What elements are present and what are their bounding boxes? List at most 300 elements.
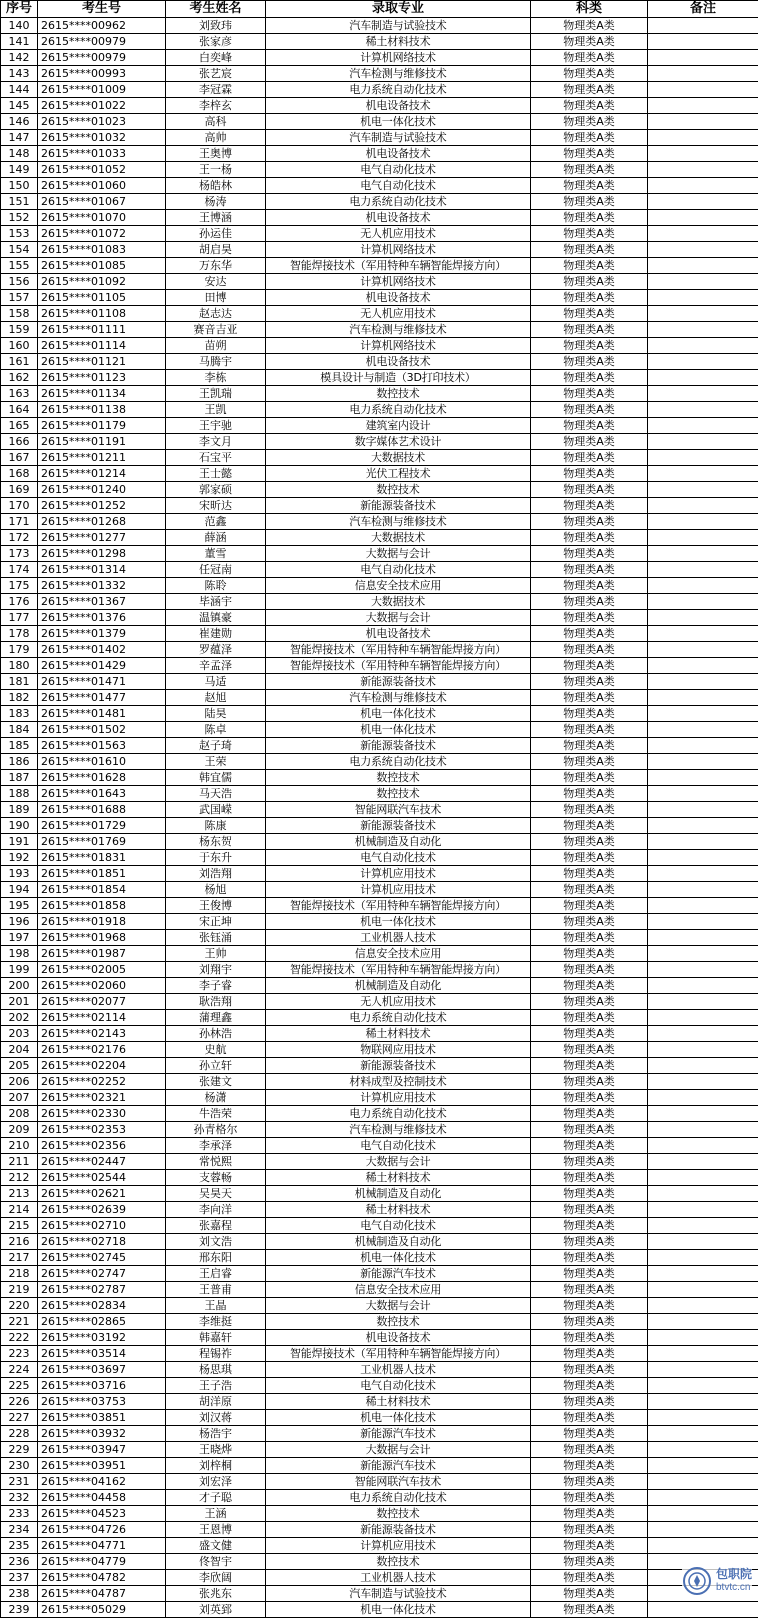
cell-candidate-id: 2615****02252 — [38, 1074, 166, 1090]
cell-candidate-name: 马适 — [166, 674, 266, 690]
watermark-name: 包职院 — [716, 1568, 752, 1581]
cell-major: 稀土材料技术 — [266, 1026, 531, 1042]
cell-major: 机电设备技术 — [266, 98, 531, 114]
cell-major: 机械制造及自动化 — [266, 978, 531, 994]
cell-candidate-id: 2615****01022 — [38, 98, 166, 114]
table-row — [1, 1186, 758, 1202]
cell-candidate-name: 高帅 — [166, 130, 266, 146]
cell-note — [648, 1474, 758, 1490]
cell-category: 物理类A类 — [531, 274, 648, 290]
table-row — [1, 114, 758, 130]
cell-major: 大数据与会计 — [266, 1442, 531, 1458]
cell-category: 物理类A类 — [531, 482, 648, 498]
cell-major: 稀土材料技术 — [266, 1170, 531, 1186]
table-row — [1, 754, 758, 770]
cell-candidate-name: 佟智宇 — [166, 1554, 266, 1570]
table-row — [1, 802, 758, 818]
cell-candidate-name: 支蓉畅 — [166, 1170, 266, 1186]
cell-candidate-name: 吴昊天 — [166, 1186, 266, 1202]
cell-seq: 218 — [1, 1266, 38, 1282]
cell-candidate-id: 2615****04458 — [38, 1490, 166, 1506]
cell-major: 数控技术 — [266, 786, 531, 802]
cell-candidate-id: 2615****01023 — [38, 114, 166, 130]
cell-seq: 165 — [1, 418, 38, 434]
table-row — [1, 1586, 758, 1602]
cell-major: 汽车检测与维修技术 — [266, 322, 531, 338]
cell-major: 工业机器人技术 — [266, 1570, 531, 1586]
cell-candidate-name: 王晓烨 — [166, 1442, 266, 1458]
cell-seq: 225 — [1, 1378, 38, 1394]
table-row — [1, 738, 758, 754]
cell-candidate-id: 2615****02787 — [38, 1282, 166, 1298]
cell-candidate-name: 宋正坤 — [166, 914, 266, 930]
cell-category: 物理类A类 — [531, 402, 648, 418]
cell-note — [648, 882, 758, 898]
cell-note — [648, 1410, 758, 1426]
cell-category: 物理类A类 — [531, 722, 648, 738]
cell-candidate-name: 陆昊 — [166, 706, 266, 722]
cell-major: 数字媒体艺术设计 — [266, 434, 531, 450]
cell-candidate-id: 2615****01108 — [38, 306, 166, 322]
cell-candidate-name: 辛孟泽 — [166, 658, 266, 674]
cell-candidate-id: 2615****01252 — [38, 498, 166, 514]
cell-note — [648, 1138, 758, 1154]
cell-major: 智能焊接技术（军用特种车辆智能焊接方向） — [266, 258, 531, 274]
cell-candidate-id: 2615****02321 — [38, 1090, 166, 1106]
cell-note — [648, 1426, 758, 1442]
cell-major: 机电设备技术 — [266, 1330, 531, 1346]
cell-category: 物理类A类 — [531, 66, 648, 82]
cell-major: 智能网联汽车技术 — [266, 802, 531, 818]
cell-candidate-id: 2615****01402 — [38, 642, 166, 658]
cell-note — [648, 578, 758, 594]
cell-seq: 170 — [1, 498, 38, 514]
cell-candidate-name: 王一杨 — [166, 162, 266, 178]
cell-category: 物理类A类 — [531, 594, 648, 610]
cell-note — [648, 1538, 758, 1554]
cell-note — [648, 498, 758, 514]
table-row — [1, 786, 758, 802]
cell-seq: 140 — [1, 18, 38, 34]
cell-category: 物理类A类 — [531, 706, 648, 722]
cell-candidate-name: 田博 — [166, 290, 266, 306]
cell-major: 稀土材料技术 — [266, 1394, 531, 1410]
cell-major: 工业机器人技术 — [266, 1362, 531, 1378]
cell-seq: 213 — [1, 1186, 38, 1202]
cell-category: 物理类A类 — [531, 738, 648, 754]
cell-note — [648, 706, 758, 722]
cell-category: 物理类A类 — [531, 1442, 648, 1458]
table-row — [1, 690, 758, 706]
table-row — [1, 242, 758, 258]
cell-seq: 167 — [1, 450, 38, 466]
cell-major: 计算机网络技术 — [266, 242, 531, 258]
cell-candidate-name: 王涵 — [166, 1506, 266, 1522]
table-row — [1, 258, 758, 274]
cell-seq: 238 — [1, 1586, 38, 1602]
cell-candidate-name: 刘致玮 — [166, 18, 266, 34]
cell-candidate-id: 2615****01858 — [38, 898, 166, 914]
cell-category: 物理类A类 — [531, 1570, 648, 1586]
cell-category: 物理类A类 — [531, 498, 648, 514]
cell-candidate-id: 2615****04787 — [38, 1586, 166, 1602]
cell-seq: 187 — [1, 770, 38, 786]
cell-note — [648, 1234, 758, 1250]
cell-seq: 204 — [1, 1042, 38, 1058]
table-row — [1, 226, 758, 242]
cell-note — [648, 1250, 758, 1266]
cell-category: 物理类A类 — [531, 338, 648, 354]
cell-candidate-id: 2615****03851 — [38, 1410, 166, 1426]
cell-candidate-id: 2615****02143 — [38, 1026, 166, 1042]
cell-major: 大数据与会计 — [266, 1298, 531, 1314]
cell-category: 物理类A类 — [531, 1410, 648, 1426]
cell-category: 物理类A类 — [531, 1138, 648, 1154]
cell-note — [648, 1010, 758, 1026]
cell-seq: 228 — [1, 1426, 38, 1442]
cell-category: 物理类A类 — [531, 642, 648, 658]
cell-candidate-id: 2615****01240 — [38, 482, 166, 498]
cell-candidate-name: 李向洋 — [166, 1202, 266, 1218]
cell-candidate-id: 2615****03192 — [38, 1330, 166, 1346]
cell-category: 物理类A类 — [531, 82, 648, 98]
cell-note — [648, 98, 758, 114]
cell-candidate-id: 2615****02621 — [38, 1186, 166, 1202]
cell-seq: 172 — [1, 530, 38, 546]
cell-category: 物理类A类 — [531, 530, 648, 546]
cell-note — [648, 754, 758, 770]
table-row — [1, 562, 758, 578]
cell-candidate-id: 2615****01429 — [38, 658, 166, 674]
cell-note — [648, 1074, 758, 1090]
cell-note — [648, 18, 758, 34]
cell-candidate-id: 2615****01179 — [38, 418, 166, 434]
cell-major: 智能焊接技术（军用特种车辆智能焊接方向） — [266, 962, 531, 978]
table-row — [1, 882, 758, 898]
cell-candidate-name: 王帅 — [166, 946, 266, 962]
cell-candidate-name: 陈卓 — [166, 722, 266, 738]
cell-seq: 152 — [1, 210, 38, 226]
cell-candidate-name: 邢东阳 — [166, 1250, 266, 1266]
cell-seq: 141 — [1, 34, 38, 50]
table-row — [1, 1218, 758, 1234]
cell-category: 物理类A类 — [531, 1170, 648, 1186]
cell-note — [648, 1090, 758, 1106]
table-row — [1, 658, 758, 674]
cell-candidate-id: 2615****04779 — [38, 1554, 166, 1570]
cell-major: 建筑室内设计 — [266, 418, 531, 434]
table-row — [1, 1042, 758, 1058]
cell-category: 物理类A类 — [531, 434, 648, 450]
cell-category: 物理类A类 — [531, 1474, 648, 1490]
table-row — [1, 146, 758, 162]
cell-candidate-id: 2615****01628 — [38, 770, 166, 786]
cell-candidate-name: 王晶 — [166, 1298, 266, 1314]
cell-category: 物理类A类 — [531, 1058, 648, 1074]
table-row — [1, 914, 758, 930]
cell-candidate-name: 马腾宇 — [166, 354, 266, 370]
cell-major: 电力系统自动化技术 — [266, 82, 531, 98]
cell-note — [648, 1522, 758, 1538]
table-row — [1, 1106, 758, 1122]
cell-major: 工业机器人技术 — [266, 930, 531, 946]
table-row — [1, 626, 758, 642]
cell-seq: 200 — [1, 978, 38, 994]
cell-major: 新能源装备技术 — [266, 738, 531, 754]
cell-category: 物理类A类 — [531, 210, 648, 226]
cell-note — [648, 1490, 758, 1506]
cell-candidate-id: 2615****00979 — [38, 34, 166, 50]
cell-note — [648, 690, 758, 706]
cell-major: 大数据与会计 — [266, 1154, 531, 1170]
cell-candidate-id: 2615****02447 — [38, 1154, 166, 1170]
cell-category: 物理类A类 — [531, 322, 648, 338]
cell-candidate-name: 罗蕴泽 — [166, 642, 266, 658]
cell-candidate-name: 张艺宸 — [166, 66, 266, 82]
cell-candidate-name: 王普甫 — [166, 1282, 266, 1298]
cell-note — [648, 978, 758, 994]
cell-category: 物理类A类 — [531, 978, 648, 994]
cell-candidate-id: 2615****01688 — [38, 802, 166, 818]
cell-category: 物理类A类 — [531, 1090, 648, 1106]
cell-seq: 193 — [1, 866, 38, 882]
cell-candidate-id: 2615****01070 — [38, 210, 166, 226]
table-row — [1, 290, 758, 306]
table-row — [1, 578, 758, 594]
cell-major: 机电设备技术 — [266, 146, 531, 162]
cell-major: 大数据技术 — [266, 594, 531, 610]
cell-seq: 216 — [1, 1234, 38, 1250]
cell-category: 物理类A类 — [531, 290, 648, 306]
cell-candidate-name: 任冠南 — [166, 562, 266, 578]
table-row — [1, 1138, 758, 1154]
table-row — [1, 482, 758, 498]
cell-category: 物理类A类 — [531, 226, 648, 242]
cell-note — [648, 1154, 758, 1170]
cell-note — [648, 418, 758, 434]
cell-category: 物理类A类 — [531, 258, 648, 274]
cell-note — [648, 1362, 758, 1378]
cell-category: 物理类A类 — [531, 834, 648, 850]
header-candidate-name: 考生姓名 — [166, 1, 266, 18]
table-row — [1, 1026, 758, 1042]
header-category: 科类 — [531, 1, 648, 18]
table-row — [1, 1474, 758, 1490]
table-row — [1, 514, 758, 530]
cell-note — [648, 210, 758, 226]
cell-seq: 162 — [1, 370, 38, 386]
table-row — [1, 1378, 758, 1394]
cell-candidate-name: 张嘉程 — [166, 1218, 266, 1234]
header-seq: 序号 — [1, 1, 38, 18]
cell-candidate-id: 2615****01009 — [38, 82, 166, 98]
cell-candidate-id: 2615****03951 — [38, 1458, 166, 1474]
cell-candidate-id: 2615****01769 — [38, 834, 166, 850]
cell-candidate-name: 高科 — [166, 114, 266, 130]
cell-major: 机电设备技术 — [266, 354, 531, 370]
cell-candidate-name: 李冠霖 — [166, 82, 266, 98]
cell-candidate-name: 赵旭 — [166, 690, 266, 706]
cell-candidate-name: 温镇豪 — [166, 610, 266, 626]
cell-candidate-name: 苗朔 — [166, 338, 266, 354]
table-row — [1, 194, 758, 210]
cell-candidate-id: 2615****01105 — [38, 290, 166, 306]
cell-category: 物理类A类 — [531, 674, 648, 690]
cell-category: 物理类A类 — [531, 562, 648, 578]
cell-category: 物理类A类 — [531, 914, 648, 930]
table-row — [1, 130, 758, 146]
cell-seq: 147 — [1, 130, 38, 146]
cell-seq: 169 — [1, 482, 38, 498]
cell-major: 汽车制造与试验技术 — [266, 18, 531, 34]
cell-candidate-id: 2615****01111 — [38, 322, 166, 338]
cell-candidate-id: 2615****02114 — [38, 1010, 166, 1026]
cell-category: 物理类A类 — [531, 1538, 648, 1554]
cell-seq: 173 — [1, 546, 38, 562]
cell-candidate-name: 史航 — [166, 1042, 266, 1058]
table-row — [1, 1362, 758, 1378]
cell-candidate-name: 杨涛 — [166, 194, 266, 210]
cell-category: 物理类A类 — [531, 242, 648, 258]
table-row — [1, 610, 758, 626]
cell-major: 数控技术 — [266, 1314, 531, 1330]
cell-major: 数控技术 — [266, 770, 531, 786]
cell-candidate-id: 2615****01211 — [38, 450, 166, 466]
cell-major: 机电设备技术 — [266, 210, 531, 226]
cell-category: 物理类A类 — [531, 114, 648, 130]
cell-candidate-name: 王博涵 — [166, 210, 266, 226]
cell-seq: 219 — [1, 1282, 38, 1298]
cell-candidate-id: 2615****03514 — [38, 1346, 166, 1362]
cell-candidate-id: 2615****01987 — [38, 946, 166, 962]
cell-major: 新能源装备技术 — [266, 498, 531, 514]
cell-candidate-name: 李子睿 — [166, 978, 266, 994]
cell-candidate-id: 2615****00993 — [38, 66, 166, 82]
cell-major: 汽车检测与维修技术 — [266, 66, 531, 82]
table-row — [1, 162, 758, 178]
cell-category: 物理类A类 — [531, 1122, 648, 1138]
cell-major: 无人机应用技术 — [266, 994, 531, 1010]
cell-category: 物理类A类 — [531, 146, 648, 162]
table-row — [1, 1538, 758, 1554]
cell-seq: 201 — [1, 994, 38, 1010]
cell-candidate-id: 2615****04726 — [38, 1522, 166, 1538]
school-seal-icon — [682, 1566, 712, 1596]
cell-candidate-name: 白奕峰 — [166, 50, 266, 66]
cell-category: 物理类A类 — [531, 354, 648, 370]
cell-candidate-name: 李栋 — [166, 370, 266, 386]
cell-category: 物理类A类 — [531, 546, 648, 562]
cell-category: 物理类A类 — [531, 1298, 648, 1314]
cell-candidate-name: 刘宏泽 — [166, 1474, 266, 1490]
cell-candidate-name: 牛浩荣 — [166, 1106, 266, 1122]
table-row — [1, 1490, 758, 1506]
cell-note — [648, 1186, 758, 1202]
table-row — [1, 338, 758, 354]
cell-major: 电气自动化技术 — [266, 850, 531, 866]
cell-category: 物理类A类 — [531, 1458, 648, 1474]
cell-candidate-name: 李文月 — [166, 434, 266, 450]
cell-seq: 222 — [1, 1330, 38, 1346]
table-row — [1, 98, 758, 114]
cell-major: 数控技术 — [266, 1506, 531, 1522]
table-header-row — [1, 1, 758, 18]
cell-candidate-id: 2615****01563 — [38, 738, 166, 754]
cell-major: 计算机应用技术 — [266, 1090, 531, 1106]
table-row — [1, 1298, 758, 1314]
cell-candidate-name: 张钰涌 — [166, 930, 266, 946]
cell-candidate-id: 2615****00979 — [38, 50, 166, 66]
cell-note — [648, 370, 758, 386]
cell-seq: 180 — [1, 658, 38, 674]
cell-candidate-name: 杨旭 — [166, 882, 266, 898]
cell-major: 机械制造及自动化 — [266, 1234, 531, 1250]
cell-candidate-name: 石宝平 — [166, 450, 266, 466]
cell-note — [648, 354, 758, 370]
cell-seq: 207 — [1, 1090, 38, 1106]
cell-candidate-id: 2615****01134 — [38, 386, 166, 402]
cell-seq: 237 — [1, 1570, 38, 1586]
cell-candidate-id: 2615****02865 — [38, 1314, 166, 1330]
cell-candidate-name: 王宇驰 — [166, 418, 266, 434]
table-row — [1, 1554, 758, 1570]
table-row — [1, 274, 758, 290]
table-row — [1, 530, 758, 546]
cell-category: 物理类A类 — [531, 1506, 648, 1522]
cell-note — [648, 514, 758, 530]
cell-category: 物理类A类 — [531, 578, 648, 594]
cell-major: 智能焊接技术（军用特种车辆智能焊接方向） — [266, 658, 531, 674]
cell-candidate-id: 2615****03947 — [38, 1442, 166, 1458]
cell-candidate-id: 2615****03753 — [38, 1394, 166, 1410]
cell-seq: 231 — [1, 1474, 38, 1490]
cell-major: 数控技术 — [266, 1554, 531, 1570]
watermark — [682, 1566, 752, 1596]
cell-note — [648, 770, 758, 786]
cell-candidate-name: 孙林浩 — [166, 1026, 266, 1042]
table-row — [1, 1266, 758, 1282]
cell-candidate-name: 王奥博 — [166, 146, 266, 162]
cell-seq: 212 — [1, 1170, 38, 1186]
cell-candidate-name: 张兆东 — [166, 1586, 266, 1602]
cell-candidate-id: 2615****04771 — [38, 1538, 166, 1554]
cell-seq: 206 — [1, 1074, 38, 1090]
cell-seq: 174 — [1, 562, 38, 578]
cell-seq: 186 — [1, 754, 38, 770]
cell-note — [648, 338, 758, 354]
cell-category: 物理类A类 — [531, 1010, 648, 1026]
cell-category: 物理类A类 — [531, 770, 648, 786]
cell-major: 新能源汽车技术 — [266, 1458, 531, 1474]
cell-category: 物理类A类 — [531, 1250, 648, 1266]
cell-major: 新能源装备技术 — [266, 1522, 531, 1538]
cell-candidate-name: 孙青格尔 — [166, 1122, 266, 1138]
cell-major: 数控技术 — [266, 482, 531, 498]
cell-major: 信息安全技术应用 — [266, 578, 531, 594]
cell-major: 电力系统自动化技术 — [266, 754, 531, 770]
cell-candidate-id: 2615****01376 — [38, 610, 166, 626]
cell-candidate-name: 李梓玄 — [166, 98, 266, 114]
cell-candidate-name: 胡洋原 — [166, 1394, 266, 1410]
cell-candidate-name: 武国嵘 — [166, 802, 266, 818]
cell-candidate-id: 2615****01851 — [38, 866, 166, 882]
cell-candidate-id: 2615****02745 — [38, 1250, 166, 1266]
cell-seq: 194 — [1, 882, 38, 898]
cell-candidate-id: 2615****01502 — [38, 722, 166, 738]
cell-category: 物理类A类 — [531, 818, 648, 834]
cell-candidate-id: 2615****01085 — [38, 258, 166, 274]
cell-major: 电力系统自动化技术 — [266, 1490, 531, 1506]
